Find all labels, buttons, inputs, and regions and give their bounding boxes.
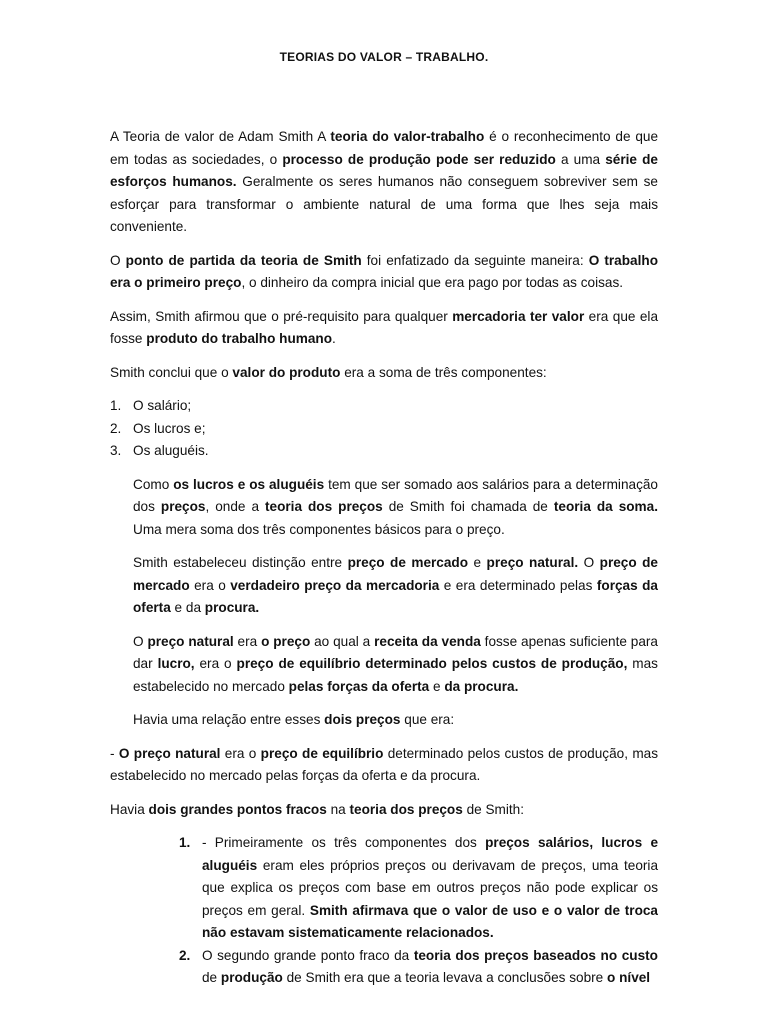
paragraph bbox=[133, 631, 658, 699]
text-run: e da bbox=[170, 600, 205, 615]
bold-text-run: preço de equilíbrio determinado pelos custos de produção, bbox=[236, 656, 628, 671]
bold-text-run: O trabalho era o primeiro preço bbox=[110, 252, 658, 290]
text-run: de Smith: bbox=[462, 801, 525, 817]
list-item bbox=[110, 440, 658, 463]
text-run: era bbox=[233, 633, 262, 649]
text-run: e bbox=[468, 555, 487, 570]
text-run: de Smith foi chamada de bbox=[382, 499, 554, 514]
bold-text-run: mercadoria ter valor bbox=[452, 308, 585, 324]
bold-text-run: verdadeiro preço da mercadoria bbox=[230, 577, 440, 593]
text-run: e bbox=[429, 678, 445, 694]
bold-text-run: forças da oferta bbox=[133, 577, 658, 615]
text-run: Havia uma relação entre esses bbox=[133, 712, 325, 727]
text-run: A Teoria de valor de Adam Smith A bbox=[110, 129, 331, 144]
text-run: O bbox=[578, 555, 600, 570]
bold-text-run: produto do trabalho humano bbox=[146, 331, 333, 346]
bold-text-run: preço natural. bbox=[486, 555, 579, 570]
text-run: ao qual a bbox=[310, 633, 375, 649]
components-list bbox=[110, 395, 658, 463]
bold-text-run: preço de mercado bbox=[133, 555, 658, 593]
bold-text-run: Smith afirmava que o valor de uso e o valor de troca não estavam sistematicamente relacionados. bbox=[202, 902, 658, 940]
bold-text-run: série de esforços humanos. bbox=[110, 151, 658, 189]
list-item bbox=[179, 945, 658, 990]
list-item bbox=[179, 832, 658, 945]
paragraph bbox=[110, 743, 658, 788]
bold-text-run: valor do produto bbox=[232, 364, 341, 380]
text-run: Assim, Smith afirmou que o pré-requisito para qualquer bbox=[110, 308, 453, 324]
text-run: O bbox=[133, 633, 148, 649]
list-number: 2. bbox=[110, 420, 122, 436]
bold-text-run: preços bbox=[160, 499, 206, 514]
bold-text-run: pelas forças da oferta bbox=[288, 678, 430, 694]
text-run: era o bbox=[189, 577, 231, 593]
text-run: era o bbox=[194, 656, 237, 671]
text-run: tem que ser somado aos salários para a determinação dos bbox=[133, 476, 658, 514]
text-run: determinado pelos custos de produção, mas estabelecido no mercado pelas forças da oferta e da procura. bbox=[110, 745, 659, 783]
text-run: de bbox=[202, 970, 221, 985]
text-run: foi enfatizado da seguinte maneira: bbox=[361, 252, 589, 268]
text-run: . bbox=[332, 331, 336, 346]
text-run: Havia bbox=[110, 801, 149, 817]
text-run: , o dinheiro da compra inicial que era pago por todas as coisas. bbox=[241, 275, 624, 290]
text-run: que era: bbox=[400, 712, 455, 727]
bold-text-run: preço de equilíbrio bbox=[260, 745, 384, 761]
paragraph bbox=[110, 306, 658, 351]
text-run: eram eles próprios preços ou derivavam de preços, uma teoria que explica os preços com base em outros preços não pode explicar os preços em geral. bbox=[202, 857, 658, 918]
document-body bbox=[110, 126, 658, 990]
text-run: Uma mera soma dos três componentes básicos para o preço. bbox=[133, 521, 505, 537]
bold-text-run: teoria dos preços baseados no custo bbox=[413, 947, 658, 963]
bold-text-run: preço natural bbox=[147, 633, 234, 649]
list-number: 1. bbox=[110, 398, 122, 413]
bold-text-run: teoria do valor-trabalho bbox=[330, 129, 485, 144]
list-item-text: Os lucros e; bbox=[133, 420, 206, 436]
list-number: 2. bbox=[179, 947, 191, 963]
paragraph bbox=[133, 709, 658, 732]
bold-text-run: teoria dos preços bbox=[349, 801, 463, 817]
text-run: fosse apenas suficiente para dar bbox=[133, 633, 658, 671]
paragraph bbox=[110, 250, 658, 295]
text-run: mas estabelecido no mercado bbox=[133, 656, 658, 694]
text-run: Geralmente os seres humanos não conseguem sobreviver sem se esforçar para transformar o ambiente natural de uma forma que lhes seja mais conveniente. bbox=[110, 174, 658, 234]
text-run: Como bbox=[133, 476, 174, 492]
paragraph bbox=[133, 552, 658, 620]
text-run: na bbox=[326, 801, 350, 817]
bold-text-run: teoria da soma. bbox=[553, 499, 658, 514]
list-item bbox=[110, 418, 658, 441]
text-run: era o bbox=[220, 745, 261, 761]
document-title: TEORIAS DO VALOR – TRABALHO. bbox=[279, 50, 489, 64]
paragraph bbox=[110, 126, 658, 239]
text-run: - bbox=[110, 745, 119, 761]
list-item-text: O salário; bbox=[133, 398, 192, 413]
text-run: a uma bbox=[555, 151, 606, 167]
bold-text-run: lucro, bbox=[157, 656, 195, 671]
paragraph bbox=[110, 799, 658, 822]
list-item-text bbox=[202, 948, 658, 986]
text-run: - Primeiramente os três componentes dos bbox=[202, 835, 486, 850]
text-run: Smith estabeleceu distinção entre bbox=[133, 555, 348, 570]
bold-text-run: receita da venda bbox=[374, 633, 481, 649]
bold-text-run: preço de mercado bbox=[347, 555, 469, 570]
text-run: de Smith era que a teoria levava a conclusões sobre bbox=[282, 970, 608, 985]
bold-text-run: procura. bbox=[204, 600, 260, 615]
list-item-text bbox=[202, 835, 658, 940]
bold-text-run: O preço natural bbox=[118, 745, 221, 761]
weak-points-list bbox=[179, 832, 658, 990]
text-run: era a soma de três componentes: bbox=[340, 364, 547, 380]
list-item bbox=[110, 395, 658, 418]
bold-text-run: teoria dos preços bbox=[265, 499, 383, 514]
list-number: 1. bbox=[179, 835, 191, 850]
paragraph bbox=[133, 474, 658, 542]
text-run: é o reconhecimento de que em todas as sociedades, o bbox=[110, 129, 659, 167]
text-run: O segundo grande ponto fraco da bbox=[202, 947, 414, 963]
bold-text-run: os lucros e os aluguéis bbox=[173, 476, 325, 492]
list-item-text: Os aluguéis. bbox=[133, 443, 209, 458]
bold-text-run: dois preços bbox=[324, 712, 401, 727]
list-number: 3. bbox=[110, 443, 122, 458]
text-run: , onde a bbox=[205, 499, 265, 514]
text-run: e era determinado pelas bbox=[439, 577, 597, 593]
text-run: era que ela fosse bbox=[110, 308, 659, 346]
bold-text-run: o preço bbox=[261, 633, 311, 649]
bold-text-run: preços salários, lucros e aluguéis bbox=[202, 835, 659, 873]
bold-text-run: da procura. bbox=[444, 678, 519, 694]
bold-text-run: ponto de partida da teoria de Smith bbox=[125, 252, 362, 268]
bold-text-run: dois grandes pontos fracos bbox=[148, 801, 327, 817]
paragraph bbox=[110, 362, 658, 385]
text-run: O bbox=[110, 252, 126, 268]
text-run: Smith conclui que o bbox=[110, 364, 233, 380]
bold-text-run: processo de produção pode ser reduzido bbox=[282, 151, 556, 167]
bold-text-run: produção bbox=[220, 970, 283, 985]
bold-text-run: o nível bbox=[607, 970, 651, 985]
